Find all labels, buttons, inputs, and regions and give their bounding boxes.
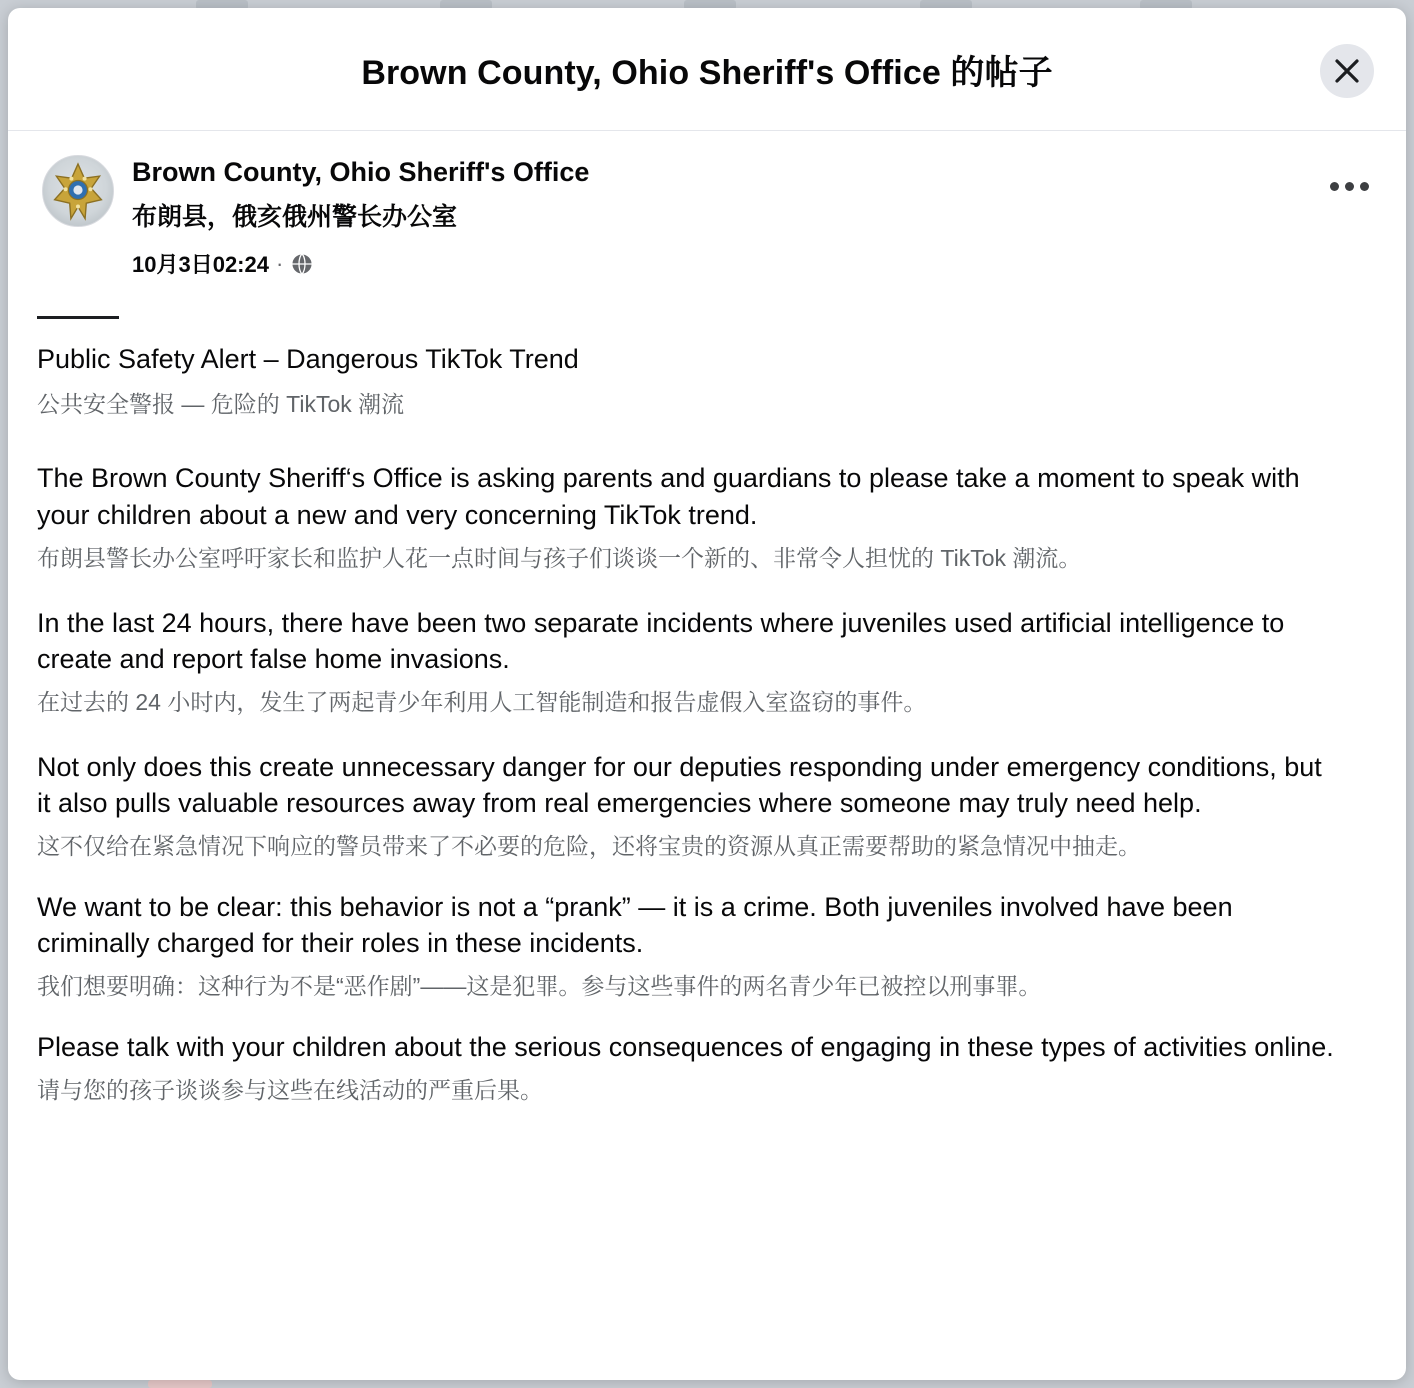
alert-title: Public Safety Alert – Dangerous TikTok Trend xyxy=(37,344,579,375)
poster-info xyxy=(132,155,589,279)
ellipsis-dot xyxy=(1330,182,1339,191)
close-icon[interactable] xyxy=(1320,44,1374,98)
text-divider xyxy=(37,316,119,319)
ellipsis-dot xyxy=(1360,182,1369,191)
poster-name[interactable]: Brown County, Ohio Sheriff's Office xyxy=(132,157,590,187)
dialog-header xyxy=(8,8,1406,131)
ellipsis-dot xyxy=(1345,182,1354,191)
post-paragraph-translated: 我们想要明确：这种行为不是“恶作剧”——这是犯罪。参与这些事件的两名青少年已被控以刑事罪。 xyxy=(37,973,1042,1000)
post-paragraph: Not only does this create unnecessary danger for our deputies responding under emergency conditions, but it also pulls valuable resources away from real emergencies where someone may truly need help. xyxy=(37,751,1322,819)
alert-title-translated: 公共安全警报 — 危险的 TikTok 潮流 xyxy=(37,390,405,417)
post-timestamp[interactable]: 10月3日02:24 xyxy=(132,252,269,278)
poster-name-translated: 布朗县，俄亥俄州警长办公室 xyxy=(132,203,458,232)
globe-icon[interactable] xyxy=(290,252,314,276)
post-paragraph: We want to be clear: this behavior is not a “prank” — it is a crime. Both juveniles involved have been criminally charged for their roles in these incidents. xyxy=(37,891,1233,959)
post-meta xyxy=(132,248,589,279)
post-paragraph: In the last 24 hours, there have been two separate incidents where juveniles used artificial intelligence to create and report false home invasions. xyxy=(37,607,1285,675)
post-content xyxy=(8,131,1406,1380)
background-decoration xyxy=(148,1380,212,1388)
post-dialog xyxy=(8,8,1406,1380)
sheriff-star-badge-icon xyxy=(47,160,109,222)
avatar[interactable] xyxy=(42,155,114,227)
post-paragraph: The Brown County Sheriff‘s Office is asking parents and guardians to please take a moment to speak with your children about a new and very concerning TikTok trend. xyxy=(37,463,1300,531)
post-paragraph-translated: 布朗县警长办公室呼吁家长和监护人花一点时间与孩子们谈谈一个新的、非常令人担忧的 TikTok 潮流。 xyxy=(37,544,1082,571)
post-paragraph-translated: 这不仅给在紧急情况下响应的警员带来了不必要的危险，还将宝贵的资源从真正需要帮助的紧急情况中抽走。 xyxy=(37,833,1141,860)
meta-separator: · xyxy=(275,250,284,276)
dialog-title: Brown County, Ohio Sheriff's Office 的帖子 xyxy=(361,53,1053,92)
post-header xyxy=(34,155,1380,279)
post-paragraph: Please talk with your children about the serious consequences of engaging in these types of activities online. xyxy=(37,1031,1334,1062)
post-paragraph-translated: 在过去的 24 小时内，发生了两起青少年利用人工智能制造和报告虚假入室盗窃的事件。 xyxy=(37,688,927,715)
ellipsis-icon[interactable] xyxy=(1324,161,1374,211)
post-paragraph-translated: 请与您的孩子谈谈参与这些在线活动的严重后果。 xyxy=(37,1076,543,1103)
